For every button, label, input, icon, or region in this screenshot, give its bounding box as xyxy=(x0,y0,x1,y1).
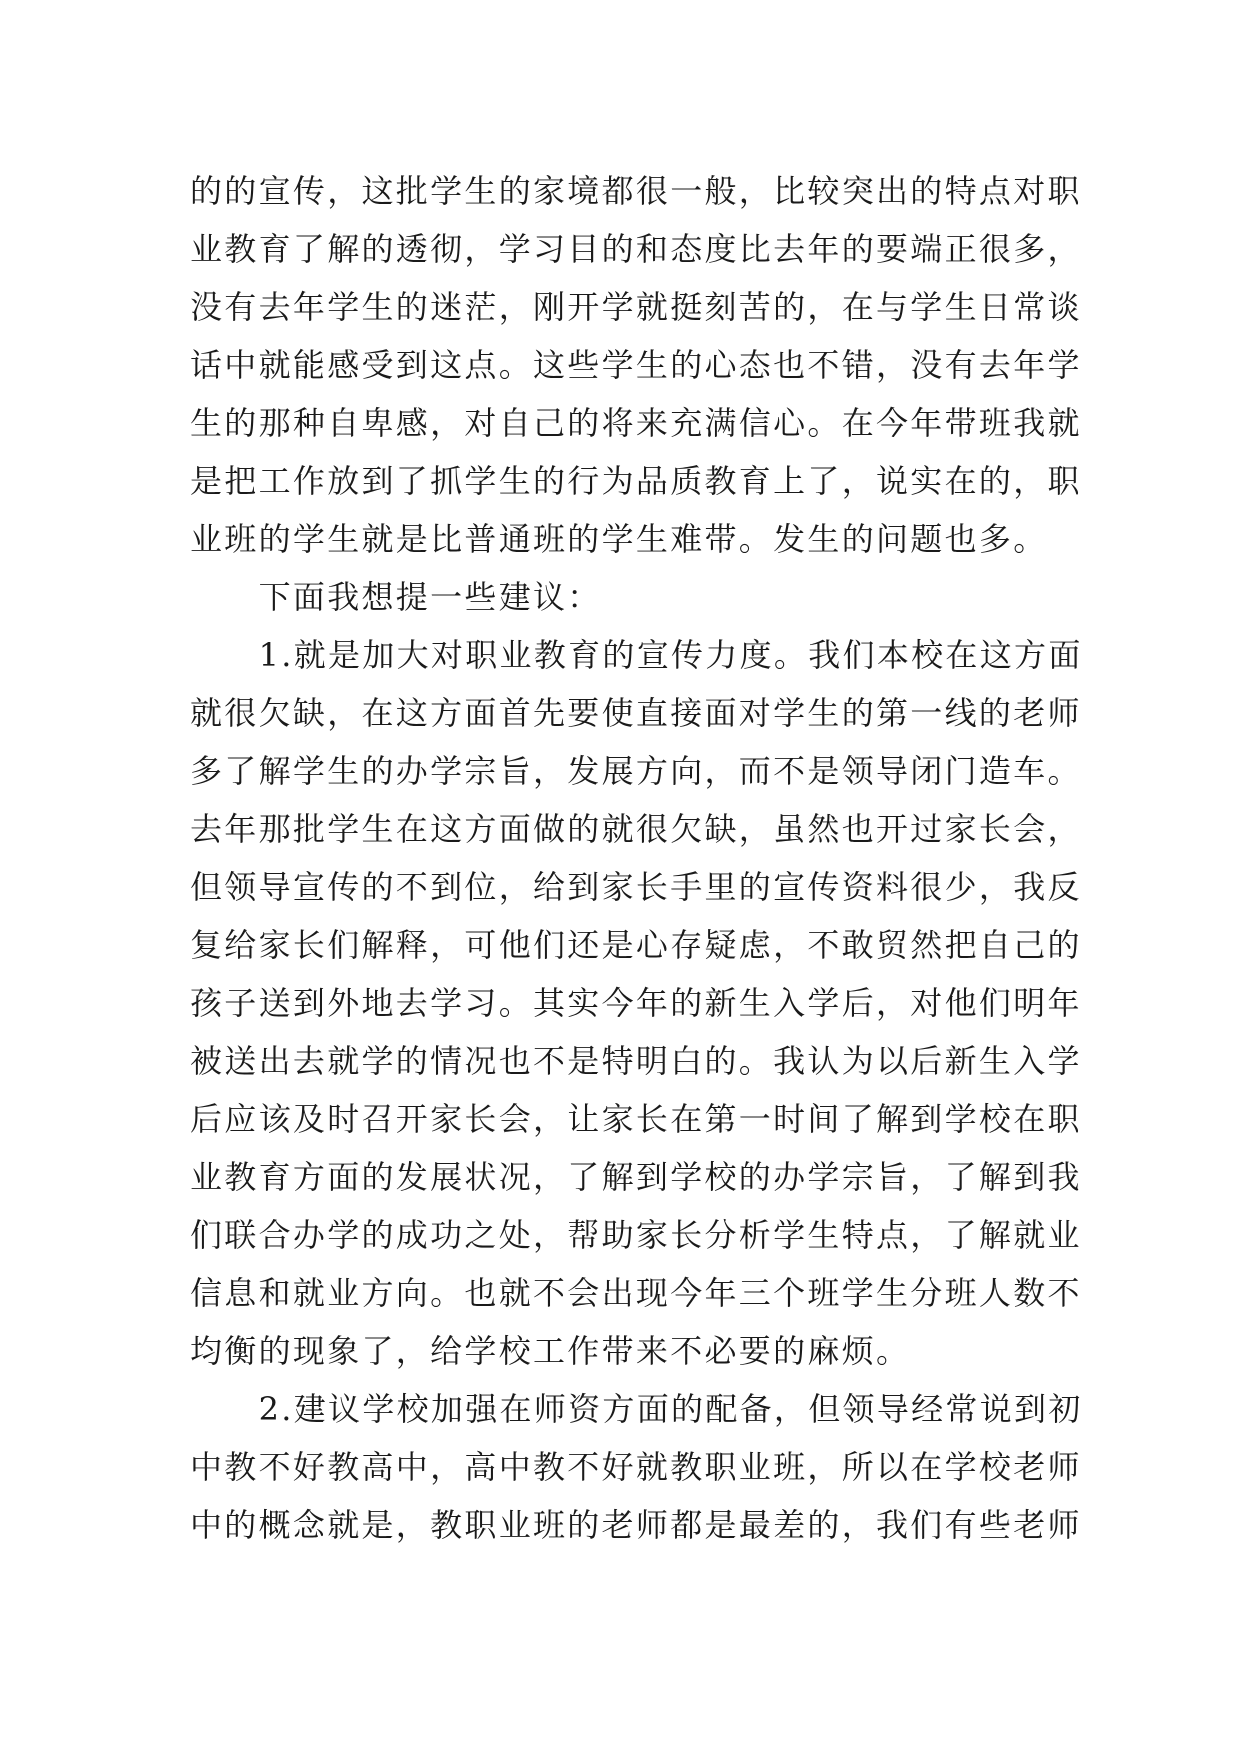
text-line: 话中就能感受到这点。这些学生的心态也不错，没有去年学 xyxy=(190,346,1082,384)
text-line: 业教育了解的透彻，学习目的和态度比去年的要端正很多， xyxy=(190,230,1082,268)
body-text xyxy=(190,162,1083,1554)
text-line: 均衡的现象了，给学校工作带来不必要的麻烦。 xyxy=(190,1332,911,1370)
text-line: 中教不好教高中，高中教不好就教职业班，所以在学校老师 xyxy=(190,1448,1082,1486)
text-line: 多了解学生的办学宗旨，发展方向，而不是领导闭门造车。 xyxy=(190,752,1082,790)
text-line: 业教育方面的发展状况，了解到学校的办学宗旨，了解到我 xyxy=(190,1158,1082,1196)
text-line: 们联合办学的成功之处，帮助家长分析学生特点，了解就业 xyxy=(190,1216,1082,1254)
text-line: 下面我想提一些建议： xyxy=(190,578,602,616)
text-line: 复给家长们解释，可他们还是心存疑虑，不敢贸然把自己的 xyxy=(190,926,1082,964)
text-line: 业班的学生就是比普通班的学生难带。发生的问题也多。 xyxy=(190,520,1048,558)
text-line: 中的概念就是，教职业班的老师都是最差的，我们有些老师 xyxy=(190,1506,1082,1544)
text-line: 1.就是加大对职业教育的宣传力度。我们本校在这方面 xyxy=(190,636,1083,674)
text-line: 没有去年学生的迷茫，刚开学就挺刻苦的，在与学生日常谈 xyxy=(190,288,1082,326)
text-line: 信息和就业方向。也就不会出现今年三个班学生分班人数不 xyxy=(190,1274,1082,1312)
text-line: 就很欠缺，在这方面首先要使直接面对学生的第一线的老师 xyxy=(190,694,1082,732)
text-line: 是把工作放到了抓学生的行为品质教育上了，说实在的，职 xyxy=(190,462,1082,500)
text-line: 的的宣传，这批学生的家境都很一般，比较突出的特点对职 xyxy=(190,172,1082,210)
text-line: 但领导宣传的不到位，给到家长手里的宣传资料很少，我反 xyxy=(190,868,1082,906)
text-line: 孩子送到外地去学习。其实今年的新生入学后，对他们明年 xyxy=(190,984,1082,1022)
text-line: 后应该及时召开家长会，让家长在第一时间了解到学校在职 xyxy=(190,1100,1082,1138)
text-line: 2.建议学校加强在师资方面的配备，但领导经常说到初 xyxy=(190,1390,1083,1428)
text-line: 生的那种自卑感，对自己的将来充满信心。在今年带班我就 xyxy=(190,404,1082,442)
text-line: 被送出去就学的情况也不是特明白的。我认为以后新生入学 xyxy=(190,1042,1082,1080)
text-line: 去年那批学生在这方面做的就很欠缺，虽然也开过家长会， xyxy=(190,810,1082,848)
